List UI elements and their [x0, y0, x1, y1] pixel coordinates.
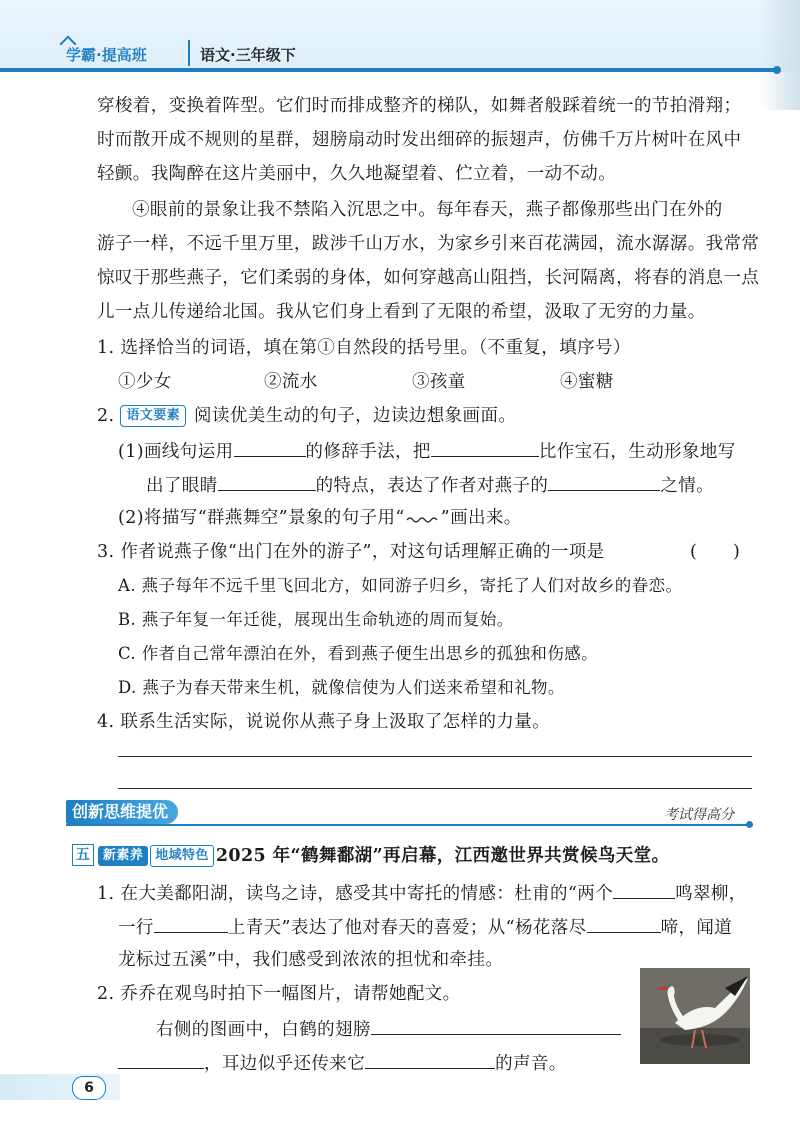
q4-stem: 4. 联系生活实际，说说你从燕子身上汲取了怎样的力量。	[97, 712, 551, 732]
q3-option-c[interactable]: C. 作者自己常年漂泊在外，看到燕子便生出思乡的孤独和伤感。	[118, 644, 599, 663]
passage-line: 穿梭着，变换着阵型。它们时而排成整齐的梯队，如舞者般踩着统一的节拍滑翔；	[97, 96, 742, 116]
section-subtitle: 考试得高分	[664, 807, 734, 823]
page-number: 6	[72, 1076, 106, 1100]
header-subject: 语文·三年级下	[200, 46, 296, 64]
q2-part2	[118, 504, 522, 532]
s5-text: 上青天”表达了他对春天的喜爱；从“杨花落尽	[227, 918, 587, 938]
s5-badge: 五	[72, 844, 94, 866]
q1-option[interactable]: ①少女	[118, 372, 172, 392]
s5-text: 1. 在大美鄱阳湖，读鸟之诗，感受其中寄托的情感：杜甫的“两个	[97, 884, 614, 904]
white-crane-icon	[640, 968, 750, 1064]
passage-line: 游子一样，不远千里万里，跋涉千山万水，为家乡引来百花满园，流水潺潺。我常常	[97, 234, 760, 254]
q2-text: 的特点，表达了作者对燕子的	[315, 476, 549, 496]
q2-text: (2)将描写“群燕舞空”景象的句子用“	[118, 508, 405, 528]
q3-answer-bracket[interactable]: ( )	[690, 542, 741, 562]
answer-blank[interactable]	[431, 436, 539, 457]
answer-blank[interactable]	[613, 878, 675, 899]
q1-stem: 1. 选择恰当的词语，填在第①自然段的括号里。（不重复，填序号）	[97, 338, 631, 358]
s5-q2: 2. 乔乔在观鸟时拍下一幅图片，请帮她配文。	[97, 984, 461, 1004]
q2-tag: 语文要素	[120, 405, 186, 427]
crane-photo	[640, 968, 750, 1064]
answer-blank[interactable]	[587, 912, 661, 933]
answer-blank[interactable]	[234, 436, 306, 457]
q3-option-b[interactable]: B. 燕子年复一年迁徙，展现出生命轨迹的周而复始。	[118, 610, 514, 629]
answer-blank[interactable]	[118, 1048, 204, 1069]
passage-line: 轻颤。我陶醉在这片美丽中，久久地凝望着、伫立着，一动不动。	[97, 164, 617, 184]
answer-blank[interactable]	[365, 1048, 495, 1069]
section-title: 创新思维提优	[66, 800, 178, 824]
passage-line: ④眼前的景象让我不禁陷入沉思之中。每年春天，燕子都像那些出门在外的	[132, 200, 723, 220]
header-divider	[188, 40, 190, 66]
wavy-line-icon	[405, 514, 441, 524]
s5-text: ，耳边似乎还传来它	[204, 1054, 366, 1074]
s5-q1-cont2: 龙标过五溪”中，我们感受到浓浓的担忧和牵挂。	[118, 950, 504, 970]
s5-q2-line2	[118, 1048, 567, 1078]
answer-blank[interactable]	[154, 912, 228, 933]
s5-tag-new: 新素养	[98, 846, 148, 866]
q2-text: 比作宝石，生动形象地写	[538, 442, 736, 462]
answer-blank[interactable]	[548, 470, 660, 491]
passage-line: 时而散开成不规则的星群，翅膀扇动时发出细碎的振翅声，仿佛千万片树叶在风中	[97, 130, 742, 150]
q1-option[interactable]: ②流水	[264, 372, 318, 392]
q1-option[interactable]: ③孩童	[412, 372, 466, 392]
s5-text: 鸣翠柳，	[675, 884, 747, 904]
answer-line[interactable]	[118, 756, 752, 757]
answer-blank[interactable]	[371, 1014, 621, 1035]
s5-text: 的声音。	[495, 1054, 567, 1074]
q3-option-a[interactable]: A. 燕子每年不远千里飞回北方，如同游子归乡，寄托了人们对故乡的眷恋。	[118, 576, 683, 595]
s5-heading	[72, 842, 669, 870]
q2-number: 2.	[97, 406, 115, 426]
s5-text: 啼，闻道	[660, 918, 733, 938]
s5-text: 右侧的图画中，白鹤的翅膀	[156, 1020, 371, 1040]
s5-q2-line1	[156, 1014, 621, 1044]
s5-q1-cont	[118, 912, 732, 942]
s5-q1	[97, 878, 747, 908]
header-rule	[0, 68, 780, 72]
q3-option-d[interactable]: D. 燕子为春天带来生机，就像信使为人们送来希望和礼物。	[118, 678, 565, 697]
section-rule-dot	[746, 821, 753, 828]
header-page-curl	[760, 0, 800, 110]
q2-part1	[118, 436, 736, 466]
q2-text: (1)画线句运用	[118, 442, 234, 462]
passage-line: 惊叹于那些燕子，它们柔弱的身体，如何穿越高山阻挡，长河隔离，将春的消息一点	[97, 268, 760, 288]
brand-title: 学霸·提高班	[66, 46, 147, 64]
section-rule	[66, 824, 750, 826]
s5-title: 2025 年“鹤舞鄱湖”再启幕，江西邀世界共赏候鸟天堂。	[215, 846, 670, 866]
q2-text: 出了眼睛	[146, 476, 218, 496]
s5-tag-region: 地域特色	[150, 845, 214, 867]
q2-stem	[97, 402, 516, 430]
q3-stem: 3. 作者说燕子像“出门在外的游子”，对这句话理解正确的一项是	[97, 542, 605, 562]
q2-part1-cont	[146, 470, 714, 500]
answer-blank[interactable]	[218, 470, 316, 491]
q2-text: 之情。	[660, 476, 715, 496]
passage-line: 儿一点儿传递给北国。我从它们身上看到了无限的希望，汲取了无穷的力量。	[97, 302, 706, 322]
answer-line[interactable]	[118, 788, 752, 789]
q1-option[interactable]: ④蜜糖	[560, 372, 614, 392]
header-rule-dot	[773, 66, 781, 74]
q2-text: 的修辞手法，把	[305, 442, 431, 462]
s5-text: 一行	[118, 918, 154, 938]
q2-stem-text: 阅读优美生动的句子，边读边想象画面。	[194, 406, 517, 426]
q2-text: ”画出来。	[440, 508, 522, 528]
